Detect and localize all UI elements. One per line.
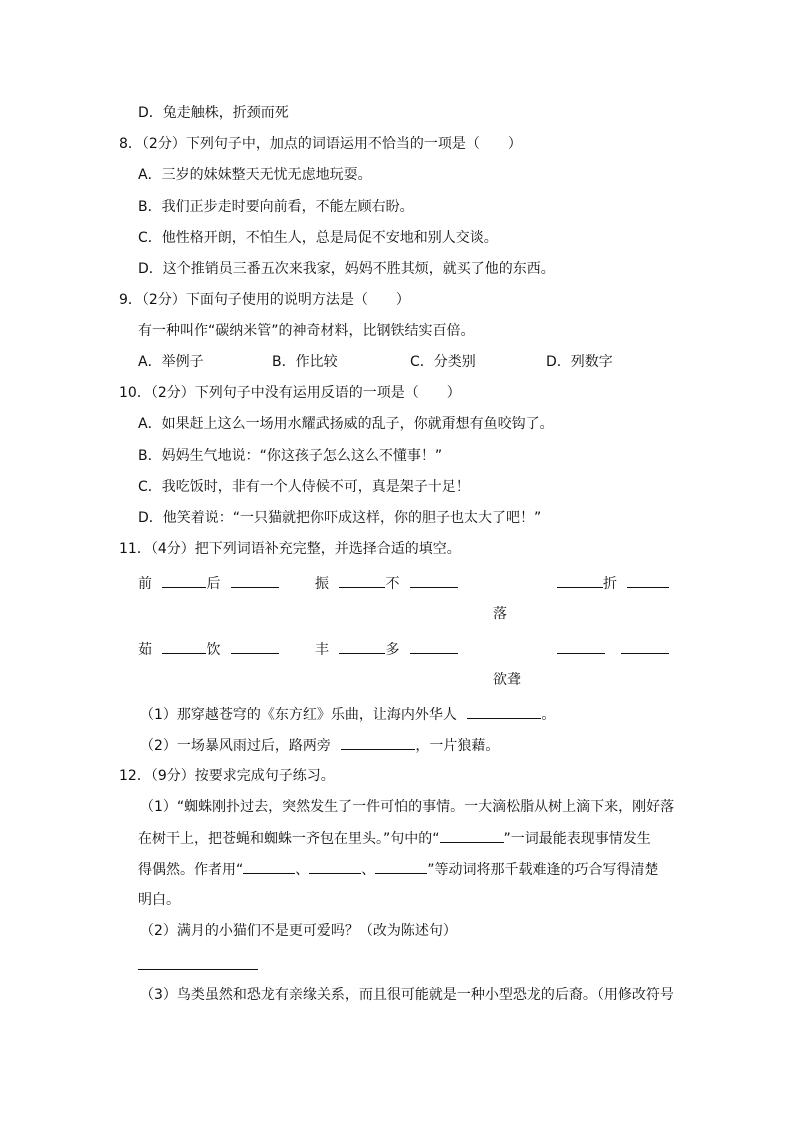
q12-sub-1-line-3-text: 得偶然。作者用“ (138, 862, 244, 878)
idiom-3-blank-2[interactable] (627, 573, 669, 588)
idiom-3 (557, 573, 669, 593)
q7-option-d: D．兔走触株，折颈而死 (138, 105, 289, 121)
q8-option-a: A．三岁的妹妹整天无忧无虑地玩耍。 (138, 167, 372, 183)
idiom-4-char-b: 饮 (206, 642, 221, 658)
q12-sub-2-answer-line[interactable] (138, 969, 258, 970)
q11-sub-2 (140, 735, 499, 755)
idiom-5-blank-1[interactable] (339, 639, 385, 654)
q12-sub-1-blank-2[interactable] (243, 859, 295, 874)
idiom-6-chars: 欲聋 (493, 672, 521, 688)
q8-option-c: C．他性格开朗，不怕生人，总是局促不安地和别人交谈。 (138, 230, 498, 246)
q12-sub-1-line-2-text: 在树干上，把苍蝇和蜘蛛一齐包在里头。”句中的“ (138, 831, 440, 847)
q10-stem: 10．（2分）下列句子中没有运用反语的一项是（ ） (119, 385, 461, 401)
q12-sub-2: （2）满月的小猫们不是更可爱吗？（改为陈述句） (140, 923, 457, 939)
idiom-2-char-a: 振 (315, 576, 329, 592)
q11-sub-2-blank[interactable] (341, 735, 415, 750)
q11-sub-1 (140, 704, 555, 724)
idiom-2-char-b: 不 (385, 576, 400, 592)
idiom-5-char-a: 丰 (315, 642, 329, 658)
q12-sub-1-sep-2: 、 (361, 862, 376, 878)
q9-sentence: 有一种叫作“碳纳米管”的神奇材料，比钢铁结实百倍。 (138, 323, 475, 339)
idiom-1 (138, 573, 279, 593)
idiom-2-blank-1[interactable] (339, 573, 385, 588)
idiom-3-char-a: 折 (603, 576, 617, 592)
idiom-1-char-a: 前 (138, 576, 152, 592)
idiom-2-blank-2[interactable] (410, 573, 458, 588)
idiom-4 (138, 639, 279, 659)
q12-sub-1-line-3-end: ”等动词将那千载难逢的巧合写得清楚 (427, 862, 659, 878)
idiom-5-blank-2[interactable] (410, 639, 458, 654)
idiom-6 (557, 639, 669, 659)
idiom-6-blank-2[interactable] (621, 639, 669, 654)
idiom-4-blank-1[interactable] (162, 639, 206, 654)
q10-option-b: B．妈妈生气地说：“你这孩子怎么这么不懂事！” (138, 448, 443, 464)
q10-option-d: D．他笑着说：“一只猫就把你吓成这样，你的胆子也太大了吧！” (138, 510, 542, 526)
q10-option-c: C．我吃饭时，非有一个人侍候不可，真是架子十足！ (138, 479, 470, 495)
idiom-4-blank-2[interactable] (231, 639, 279, 654)
q12-sub-1-blank-4[interactable] (375, 859, 427, 874)
q9-option-a: A．举例子 (138, 354, 204, 370)
q12-sub-1-blank-1[interactable] (440, 828, 504, 843)
q11-sub-1-end: 。 (541, 707, 556, 723)
q12-sub-1-line-4: 明白。 (138, 892, 180, 908)
idiom-1-blank-1[interactable] (162, 573, 206, 588)
idiom-3-char-b: 落 (493, 606, 507, 622)
idiom-5-char-b: 多 (385, 642, 400, 658)
q8-option-d: D．这个推销员三番五次来我家，妈妈不胜其烦，就买了他的东西。 (138, 261, 555, 277)
q11-sub-2-text: （2）一场暴风雨过后，路两旁 (140, 738, 331, 754)
q11-sub-2-end: ，一片狼藉。 (415, 738, 500, 754)
q12-sub-1-line-1: （1）“蜘蛛刚扑过去，突然发生了一件可怕的事情。一大滴松脂从树上滴下来，刚好落 (140, 799, 675, 815)
q9-option-b: B．作比较 (272, 354, 338, 370)
q12-sub-1-line-2-end: ”一词最能表现事情发生 (503, 831, 651, 847)
q9-stem: 9．（2分）下面句子使用的说明方法是（ ） (119, 292, 410, 308)
idiom-1-blank-2[interactable] (231, 573, 279, 588)
idiom-4-char-a: 茹 (138, 642, 152, 658)
idiom-5 (315, 639, 458, 659)
idiom-6-blank-1[interactable] (557, 639, 605, 654)
q12-sub-1-line-3 (138, 859, 659, 879)
q12-sub-3: （3）鸟类虽然和恐龙有亲缘关系，而且很可能就是一种小型恐龙的后裔。（用修改符号 (140, 987, 674, 1003)
q8-stem: 8．（2分）下列句子中，加点的词语运用不恰当的一项是（ ） (119, 136, 522, 152)
q9-option-c: C．分类别 (410, 354, 476, 370)
q11-sub-1-text: （1）那穿越苍穹的《东方红》乐曲，让海内外华人 (140, 707, 457, 723)
idiom-2 (315, 573, 458, 593)
q12-sub-1-line-2 (138, 828, 651, 848)
q11-stem: 11．（4分）把下列词语补充完整，并选择合适的填空。 (119, 541, 461, 557)
idiom-1-char-b: 后 (206, 576, 221, 592)
q9-option-d: D．列数字 (546, 354, 613, 370)
q10-option-a: A．如果赶上这么一场用水耀武扬威的乱子，你就甭想有鱼咬钩了。 (138, 416, 554, 432)
q8-option-b: B．我们正步走时要向前看，不能左顾右盼。 (138, 199, 414, 215)
q11-sub-1-blank[interactable] (467, 704, 541, 719)
q12-sub-1-blank-3[interactable] (309, 859, 361, 874)
idiom-3-blank-1[interactable] (557, 573, 603, 588)
q12-stem: 12．（9分）按要求完成句子练习。 (119, 768, 335, 784)
q12-sub-1-sep-1: 、 (295, 862, 310, 878)
